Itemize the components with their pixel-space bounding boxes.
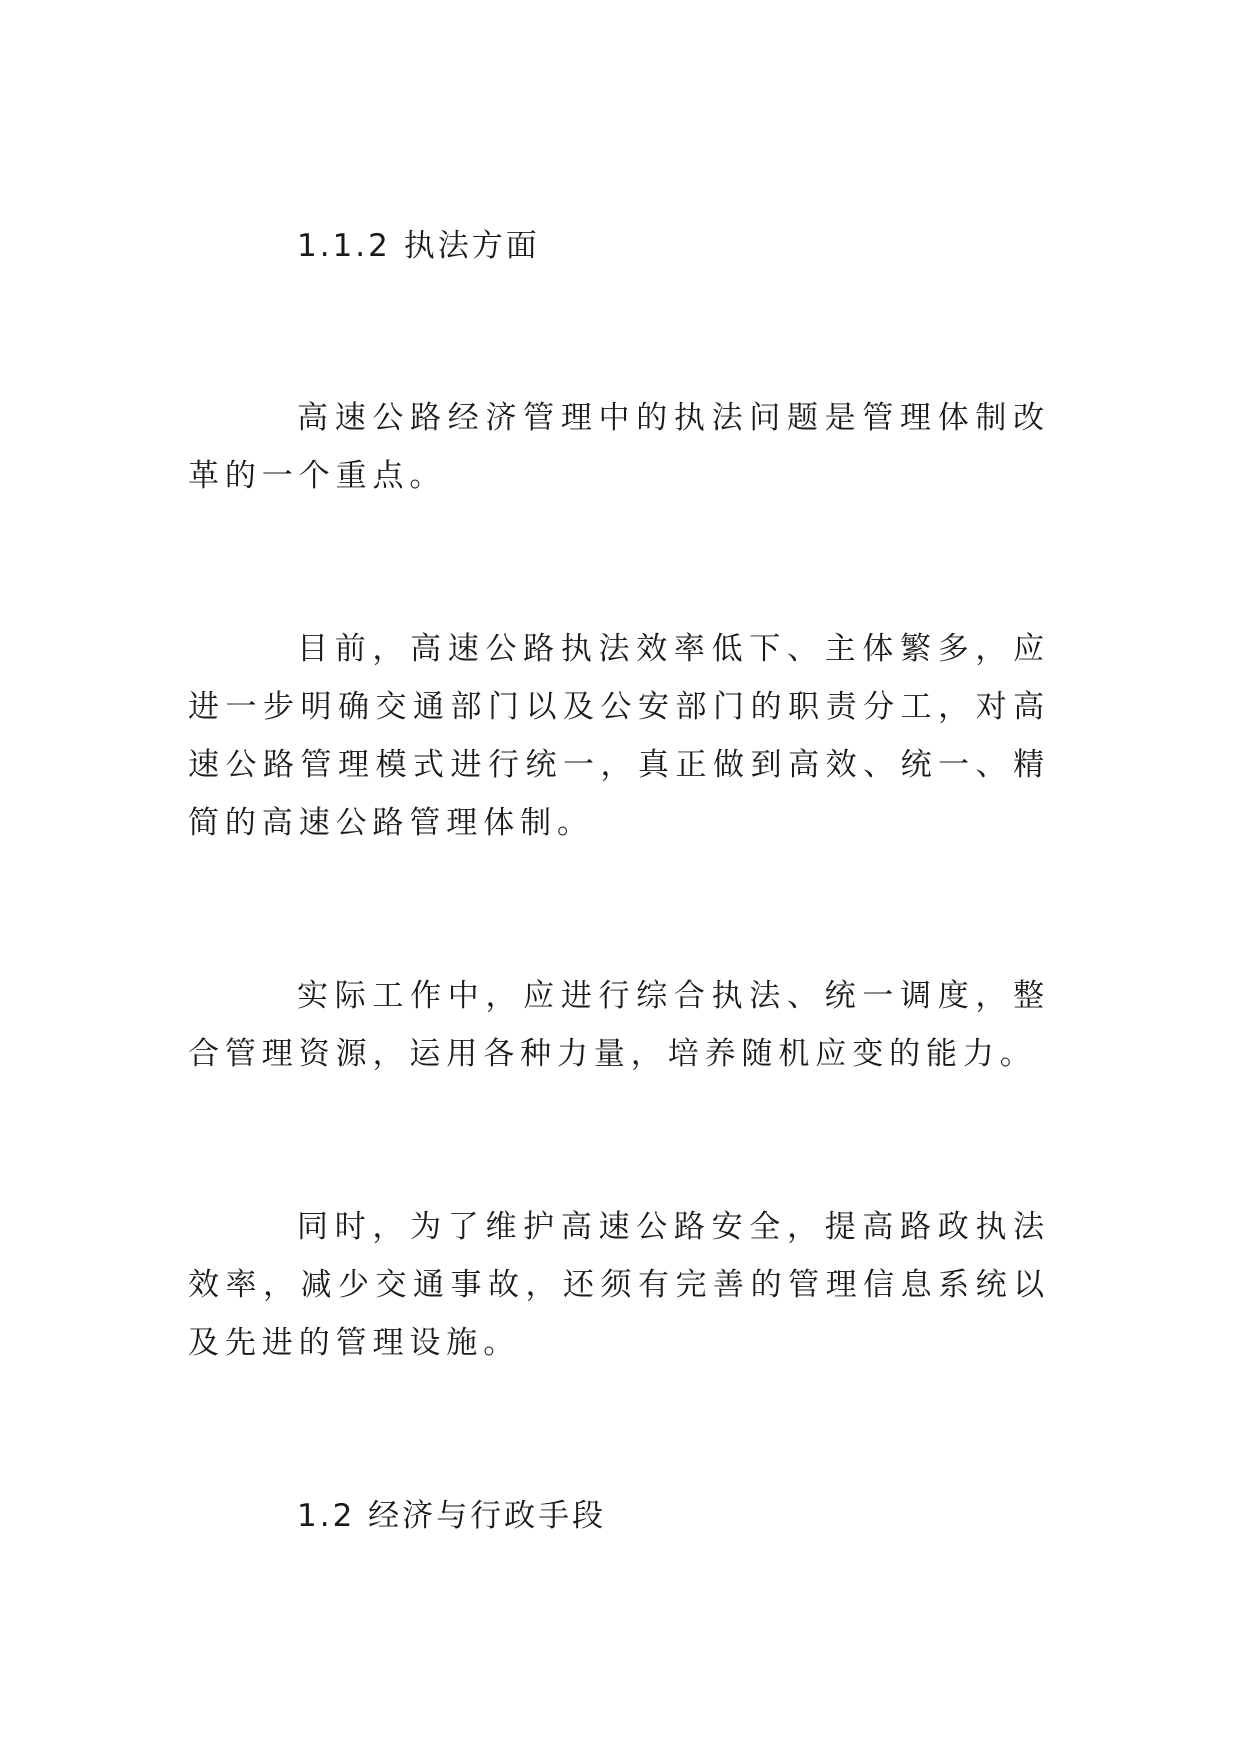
paragraph: 同时，为了维护高速公路安全，提高路政执法效率，减少交通事故，还须有完善的管理信息系统以及先进的管理设施。 bbox=[188, 1209, 1050, 1361]
paragraph: 高速公路经济管理中的执法问题是管理体制改革的一个重点。 bbox=[188, 400, 1050, 494]
paragraph: 目前，高速公路执法效率低下、主体繁多，应进一步明确交通部门以及公安部门的职责分工，对高速公路管理模式进行统一，真正做到高效、统一、精简的高速公路管理体制。 bbox=[188, 631, 1050, 841]
paragraph: 实际工作中，应进行综合执法、统一调度，整合管理资源，运用各种力量，培养随机应变的能力。 bbox=[188, 978, 1050, 1072]
section-heading: 1.2 经济与行政手段 bbox=[297, 1498, 607, 1534]
section-heading: 1.1.2 执法方面 bbox=[297, 228, 540, 264]
